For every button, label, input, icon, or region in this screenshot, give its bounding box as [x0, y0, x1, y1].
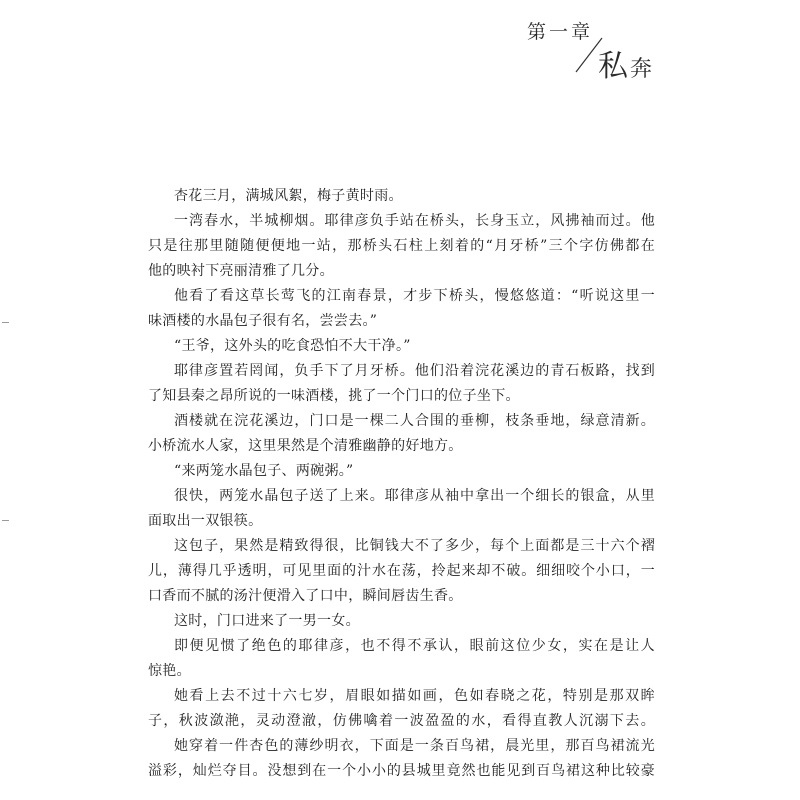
- text-line: 只是往那里随随便便地一站，那桥头石柱上刻着的“月牙桥”三个字仿佛都在: [148, 238, 655, 254]
- text-line: “来两笼水晶包子、两碗粥。”: [174, 463, 354, 479]
- text-line: 这包子，果然是精致得很，比铜钱大不了多少，每个上面都是三十六个褶: [174, 538, 655, 554]
- text-line: 味酒楼的水晶包子很有名，尝尝去。”: [148, 313, 378, 329]
- text-line: 耶律彦置若罔闻，负手下了月牙桥。他们沿着浣花溪边的青石板路，找到: [174, 363, 655, 379]
- text-line: 即便见惯了绝色的耶律彦，也不得不承认，眼前这位少女，实在是让人: [174, 638, 655, 654]
- text-line: 他的映衬下亮丽清雅了几分。: [148, 263, 334, 279]
- chapter-number: 第一章: [527, 21, 594, 43]
- body-text: [148, 184, 655, 784]
- paragraph: [148, 609, 655, 634]
- paragraph: [148, 334, 655, 359]
- paragraph: [148, 459, 655, 484]
- paragraph: [148, 684, 655, 734]
- text-line: 很快，两笼水晶包子送了上来。耶律彦从袖中拿出一个细长的银盒，从里: [174, 488, 655, 504]
- text-line: 口香而不腻的汤汁便滑入了口中，瞬间唇齿生香。: [148, 588, 463, 604]
- text-line: 了知县秦之昂所说的一味酒楼，挑了一个门口的位子坐下。: [148, 388, 520, 404]
- text-line: 儿，薄得几乎透明，可见里面的汁水在荡，拎起来却不破。细细咬个小口，一: [148, 563, 655, 579]
- text-line: 面取出一双银筷。: [148, 513, 263, 529]
- paragraph: [148, 209, 655, 284]
- text-line: 杏花三月，满城风絮，梅子黄时雨。: [174, 188, 403, 204]
- text-line: 他看了看这草长莺飞的江南春景，才步下桥头，慢悠悠道：“听说这里一: [174, 288, 655, 304]
- text-line: 子，秋波潋滟，灵动澄澈，仿佛噙着一波盈盈的水，看得直教人沉溺下去。: [148, 713, 655, 729]
- text-line: 小桥流水人家，这里果然是个清雅幽静的好地方。: [148, 438, 463, 454]
- chapter-title: 私奔: [598, 49, 655, 84]
- paragraph: [148, 184, 655, 209]
- paragraph: [148, 484, 655, 534]
- paragraph: [148, 734, 655, 784]
- text-line: 溢彩，灿烂夺目。没想到在一个小小的县城里竟然也能见到百鸟裙这种比较豪: [148, 763, 655, 779]
- paragraph: [148, 634, 655, 684]
- text-line: 酒楼就在浣花溪边，门口是一棵二人合围的垂柳，枝条垂地，绿意清新。: [174, 413, 655, 429]
- text-line: 她穿着一件杏色的薄纱明衣，下面是一条百鸟裙，晨光里，那百鸟裙流光: [174, 738, 655, 754]
- paragraph: [148, 359, 655, 409]
- text-line: 一湾春水，半城柳烟。耶律彦负手站在桥头，长身玉立，风拂袖而过。他: [174, 213, 655, 229]
- text-line: 惊艳。: [148, 663, 191, 679]
- text-line: “王爷，这外头的吃食恐怕不大干净。”: [174, 338, 411, 354]
- text-line: 她看上去不过十六七岁，眉眼如描如画，色如春晓之花，特别是那双眸: [174, 688, 655, 704]
- paragraph: [148, 284, 655, 334]
- paragraph: [148, 409, 655, 459]
- text-line: 这时，门口进来了一男一女。: [174, 613, 360, 629]
- scan-mark: [2, 520, 9, 521]
- paragraph: [148, 534, 655, 609]
- scan-mark: [2, 322, 9, 323]
